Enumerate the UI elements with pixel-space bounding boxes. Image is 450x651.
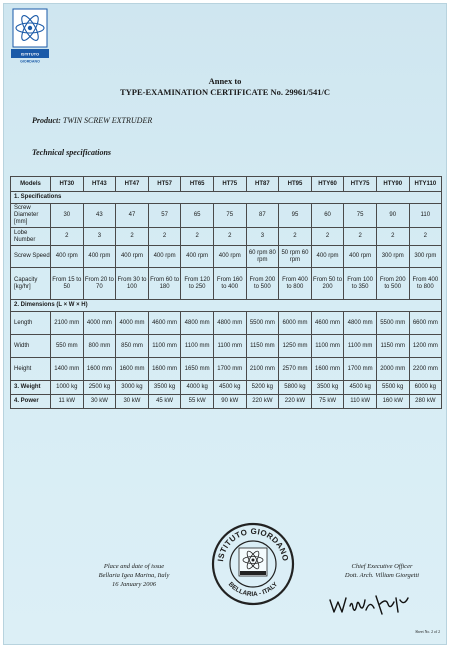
section-row-dimensions (11, 300, 442, 312)
table-cell: 2 (213, 228, 246, 246)
table-cell: 87 (246, 204, 279, 228)
table-cell: 2500 kg (83, 381, 116, 395)
table-cell: 75 (344, 204, 377, 228)
row-label: Screw Speed (11, 246, 51, 268)
model-header: HTY90 (376, 177, 409, 192)
table-cell: 110 kW (344, 395, 377, 409)
table-cell: 2 (311, 228, 344, 246)
table-cell: 220 kW (246, 395, 279, 409)
table-cell: From 200 to 500 (376, 268, 409, 300)
handwritten-signature (326, 592, 412, 618)
table-cell: 1600 mm (148, 358, 181, 381)
table-cell: 2 (51, 228, 84, 246)
table-cell: 1150 mm (376, 335, 409, 358)
svg-text:ISTITUTO: ISTITUTO (20, 51, 40, 57)
table-cell: 2 (409, 228, 442, 246)
table-cell: 400 rpm (311, 246, 344, 268)
table-cell: 2 (148, 228, 181, 246)
table-cell: From 200 to 500 (246, 268, 279, 300)
table-cell: 60 rpm 80 rpm (246, 246, 279, 268)
table-cell: 1650 mm (181, 358, 214, 381)
section-title: 2. Dimensions (L × W × H) (11, 300, 442, 312)
model-header: HTY110 (409, 177, 442, 192)
table-cell: 1600 mm (311, 358, 344, 381)
place: Bellaria Igea Marina, Italy (98, 572, 170, 579)
table-row-power (11, 395, 442, 409)
table-cell: 1700 mm (213, 358, 246, 381)
officer-block (312, 562, 450, 580)
table-cell: 2 (376, 228, 409, 246)
svg-text:ISTITUTO GIORDANO: ISTITUTO GIORDANO (216, 526, 290, 563)
table-cell: 65 (181, 204, 214, 228)
table-cell: 400 rpm (51, 246, 84, 268)
table-cell: 30 kW (116, 395, 149, 409)
table-row-width (11, 335, 442, 358)
table-cell: From 100 to 350 (344, 268, 377, 300)
table-cell: 1100 mm (311, 335, 344, 358)
table-cell: 4000 mm (83, 312, 116, 335)
table-cell: 4000 mm (116, 312, 149, 335)
table-cell: 2 (279, 228, 312, 246)
model-header: HTY60 (311, 177, 344, 192)
table-cell: 400 rpm (148, 246, 181, 268)
table-cell: 2570 mm (279, 358, 312, 381)
row-label: Height (11, 358, 51, 381)
row-label: Lobe Number (11, 228, 51, 246)
table-cell: 2100 mm (246, 358, 279, 381)
model-header: HTY75 (344, 177, 377, 192)
table-cell: 110 (409, 204, 442, 228)
table-cell: 5200 kg (246, 381, 279, 395)
row-label: 4. Power (11, 395, 51, 409)
table-cell: 550 mm (51, 335, 84, 358)
certificate-heading (4, 76, 446, 98)
sheet-number: Sheet No. 2 of 2 (415, 630, 440, 634)
table-cell: 43 (83, 204, 116, 228)
table-cell: 1200 mm (409, 335, 442, 358)
product-value: TWIN SCREW EXTRUDER (62, 116, 153, 125)
table-cell: 400 rpm (116, 246, 149, 268)
table-cell: 11 kW (51, 395, 84, 409)
table-cell: 2000 mm (376, 358, 409, 381)
table-cell: 75 kW (311, 395, 344, 409)
officer-title: Chief Executive Officer (351, 563, 413, 570)
istituto-giordano-logo (10, 8, 50, 64)
table-cell: 30 kW (83, 395, 116, 409)
table-cell: 5500 mm (376, 312, 409, 335)
table-cell: From 20 to 70 (83, 268, 116, 300)
row-label: Capacity [kg/hr] (11, 268, 51, 300)
table-cell: 75 (213, 204, 246, 228)
table-cell: 1100 mm (344, 335, 377, 358)
table-cell: 1150 mm (246, 335, 279, 358)
certificate-page (3, 3, 447, 645)
table-cell: 2200 mm (409, 358, 442, 381)
table-cell: 1000 kg (51, 381, 84, 395)
table-cell: 50 rpm 60 rpm (279, 246, 312, 268)
table-cell: 4600 mm (148, 312, 181, 335)
product-line (32, 116, 152, 125)
table-cell: 300 rpm (409, 246, 442, 268)
model-header: HT30 (51, 177, 84, 192)
table-cell: 2 (116, 228, 149, 246)
table-cell: 60 (311, 204, 344, 228)
officer-name: Dott. Arch. Villiam Giorgetti (344, 572, 420, 579)
table-cell: 5800 kg (279, 381, 312, 395)
table-cell: 3000 kg (116, 381, 149, 395)
table-cell: 4800 mm (181, 312, 214, 335)
table-cell: 220 kW (279, 395, 312, 409)
table-cell: 90 kW (213, 395, 246, 409)
table-cell: 6000 mm (279, 312, 312, 335)
table-cell: From 30 to 100 (116, 268, 149, 300)
table-cell: From 15 to 50 (51, 268, 84, 300)
table-cell: 3 (246, 228, 279, 246)
table-cell: From 160 to 400 (213, 268, 246, 300)
table-cell: From 60 to 180 (148, 268, 181, 300)
table-cell: 850 mm (116, 335, 149, 358)
table-cell: 4000 kg (181, 381, 214, 395)
table-cell: 1250 mm (279, 335, 312, 358)
table-cell: 5500 kg (376, 381, 409, 395)
svg-text:GIORDANO: GIORDANO (20, 59, 40, 64)
annex-label: Annex to (208, 76, 242, 86)
table-cell: 400 rpm (344, 246, 377, 268)
model-header: HT87 (246, 177, 279, 192)
model-header: HT47 (116, 177, 149, 192)
place-date-label: Place and date of issue (103, 563, 165, 570)
table-cell: 1600 mm (116, 358, 149, 381)
table-cell: 2100 mm (51, 312, 84, 335)
table-cell: 280 kW (409, 395, 442, 409)
model-header: HT65 (181, 177, 214, 192)
table-row-screw-speed (11, 246, 442, 268)
table-cell: 4500 kg (213, 381, 246, 395)
table-cell: From 400 to 800 (279, 268, 312, 300)
table-cell: 55 kW (181, 395, 214, 409)
technical-specifications-heading: Technical specifications (32, 148, 112, 157)
issue-date: 16 January 2006 (111, 581, 157, 588)
table-cell: 1600 mm (83, 358, 116, 381)
table-cell: From 120 to 250 (181, 268, 214, 300)
table-cell: From 400 to 800 (409, 268, 442, 300)
table-cell: 57 (148, 204, 181, 228)
table-cell: 400 rpm (213, 246, 246, 268)
model-header: HT43 (83, 177, 116, 192)
table-row-length (11, 312, 442, 335)
models-label: Models (11, 177, 51, 192)
row-label: Length (11, 312, 51, 335)
table-cell: 1100 mm (181, 335, 214, 358)
place-and-date (64, 562, 204, 589)
table-cell: 400 rpm (181, 246, 214, 268)
table-cell: 160 kW (376, 395, 409, 409)
table-cell: 90 (376, 204, 409, 228)
section-row-specifications (11, 192, 442, 204)
table-cell: 1100 mm (213, 335, 246, 358)
table-cell: 3500 kg (311, 381, 344, 395)
table-cell: 47 (116, 204, 149, 228)
svg-text:BELLARIA - ITALY: BELLARIA - ITALY (226, 580, 280, 599)
table-cell: 30 (51, 204, 84, 228)
table-cell: 1400 mm (51, 358, 84, 381)
models-header-row (11, 177, 442, 192)
model-header: HT75 (213, 177, 246, 192)
row-label: 3. Weight (11, 381, 51, 395)
table-row-weight (11, 381, 442, 395)
table-cell: 6600 mm (409, 312, 442, 335)
table-cell: 2 (181, 228, 214, 246)
table-row-screw-diameter (11, 204, 442, 228)
table-cell: 2 (344, 228, 377, 246)
table-cell: From 50 to 200 (311, 268, 344, 300)
table-cell: 4800 mm (344, 312, 377, 335)
specifications-table (10, 176, 442, 409)
table-row-height (11, 358, 442, 381)
table-cell: 800 mm (83, 335, 116, 358)
table-cell: 6000 kg (409, 381, 442, 395)
table-cell: 1700 mm (344, 358, 377, 381)
table-cell: 4500 kg (344, 381, 377, 395)
section-title: 1. Specifications (11, 192, 442, 204)
official-stamp-seal (211, 522, 295, 606)
table-cell: 4800 mm (213, 312, 246, 335)
product-label: Product: (32, 116, 61, 125)
model-header: HT95 (279, 177, 312, 192)
table-cell: 4600 mm (311, 312, 344, 335)
table-cell: 3500 kg (148, 381, 181, 395)
table-row-lobe-number (11, 228, 442, 246)
table-cell: 3 (83, 228, 116, 246)
row-label: Screw Diameter [mm] (11, 204, 51, 228)
table-cell: 5500 mm (246, 312, 279, 335)
table-row-capacity (11, 268, 442, 300)
table-cell: 1100 mm (148, 335, 181, 358)
table-cell: 300 rpm (376, 246, 409, 268)
row-label: Width (11, 335, 51, 358)
model-header: HT57 (148, 177, 181, 192)
table-cell: 45 kW (148, 395, 181, 409)
certificate-title: TYPE-EXAMINATION CERTIFICATE No. 29961/541/C (119, 87, 330, 97)
table-cell: 95 (279, 204, 312, 228)
table-cell: 400 rpm (83, 246, 116, 268)
